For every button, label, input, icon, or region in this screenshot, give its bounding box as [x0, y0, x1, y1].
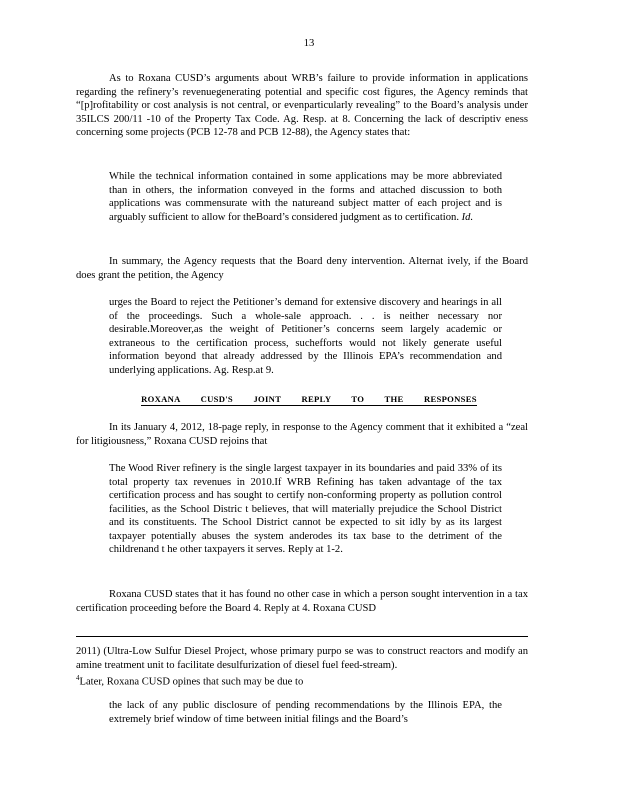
- block-quote-agency-technical: [109, 170, 502, 224]
- block-quote-wood-river: The Wood River refinery is the single largest taxpayer in its boundaries and paid 33% of its total property tax revenues in 2010.If WRB Refining has taken advantage of the tax certification process and has sought to certify non-conforming property as pollution control facilities, as the School Distric t believes, that will materially prejudice the School District and its constituents. The School District cannot be expected to sit idly by as its largest taxpayer potentially abuses the system anderodes its tax base to the detriment of the childrenand t he other taxpayers it serves. Reply at 1-2.: [109, 463, 502, 555]
- page-number: 13: [303, 38, 315, 49]
- paragraph-agency-reminds: As to Roxana CUSD’s arguments about WRB’s failure to provide information in applications regarding the refinery’s revenuegenerating potential and specific cost figures, the Agency reminds that “[p]rofitability or cost analysis is not central, or evenparticularly revealing” to the Board’s analysis under 35ILCS 200/11 -10 of the Property Tax Code. Ag. Resp. at 8. Concerning the lack of descriptiv eness concerning some projects (PCB 12-78 and PCB 12-88), the Agency states that:: [76, 73, 528, 138]
- footnote-4-text: Later, Roxana CUSD opines that such may be due to: [79, 676, 304, 688]
- footnote-block-quote: the lack of any public disclosure of pending recommendations by the Illinois EPA, the extremely brief window of time between initial filings and the Board’s: [109, 700, 502, 725]
- section-heading-text: ROXANA CUSD'S JOINT REPLY TO THE RESPONSES: [141, 394, 477, 404]
- paragraph-no-other-case: Roxana CUSD states that it has found no other case in which a person sought intervention in a tax certification proceeding before the Board 4. Reply at 4. Roxana CUSD: [76, 589, 528, 614]
- footnote-marker: 4: [76, 674, 80, 682]
- citation-id: Id.: [461, 211, 474, 223]
- paragraph-reply: In its January 4, 2012, 18-page reply, in response to the Agency comment that it exhibited a “zeal for litigiousness,” Roxana CUSD rejoins that: [76, 422, 528, 447]
- section-heading: [0, 393, 618, 407]
- paragraph-in-summary: In summary, the Agency requests that the Board deny intervention. Alternat ively, if the Board does grant the petition, the Agency: [76, 256, 528, 281]
- block-quote-text: While the technical information contained in some applications may be more abbreviated than in others, the information conveyed in the forms and attached discussion to both applications was commensurate with the natureand subject matter of each project and is arguably sufficient to allow for theBoard’s considered judgment as to certification.: [109, 171, 502, 223]
- footnote-4: [76, 672, 528, 689]
- footnote-rule: [76, 636, 528, 637]
- block-quote-agency-urges: urges the Board to reject the Petitioner’s demand for extensive discovery and hearings in all of the proceedings. Such a whole-sale approach. . . is neither necessary nor desirable.Moreover,as the weight of Petitioner’s concerns seem largely academic or extraneous to the certification process, suchefforts would not likely generate useful information beyond that already addressed by the Illinois EPA’s recommendation and underlying applications. Ag. Resp.at 9.: [109, 297, 502, 376]
- footnote-continuation: 2011) (Ultra-Low Sulfur Diesel Project, whose primary purpo se was to construct reactors and modify an amine treatment unit to facilitate desulfurization of diesel fuel feed-stream).: [76, 646, 528, 671]
